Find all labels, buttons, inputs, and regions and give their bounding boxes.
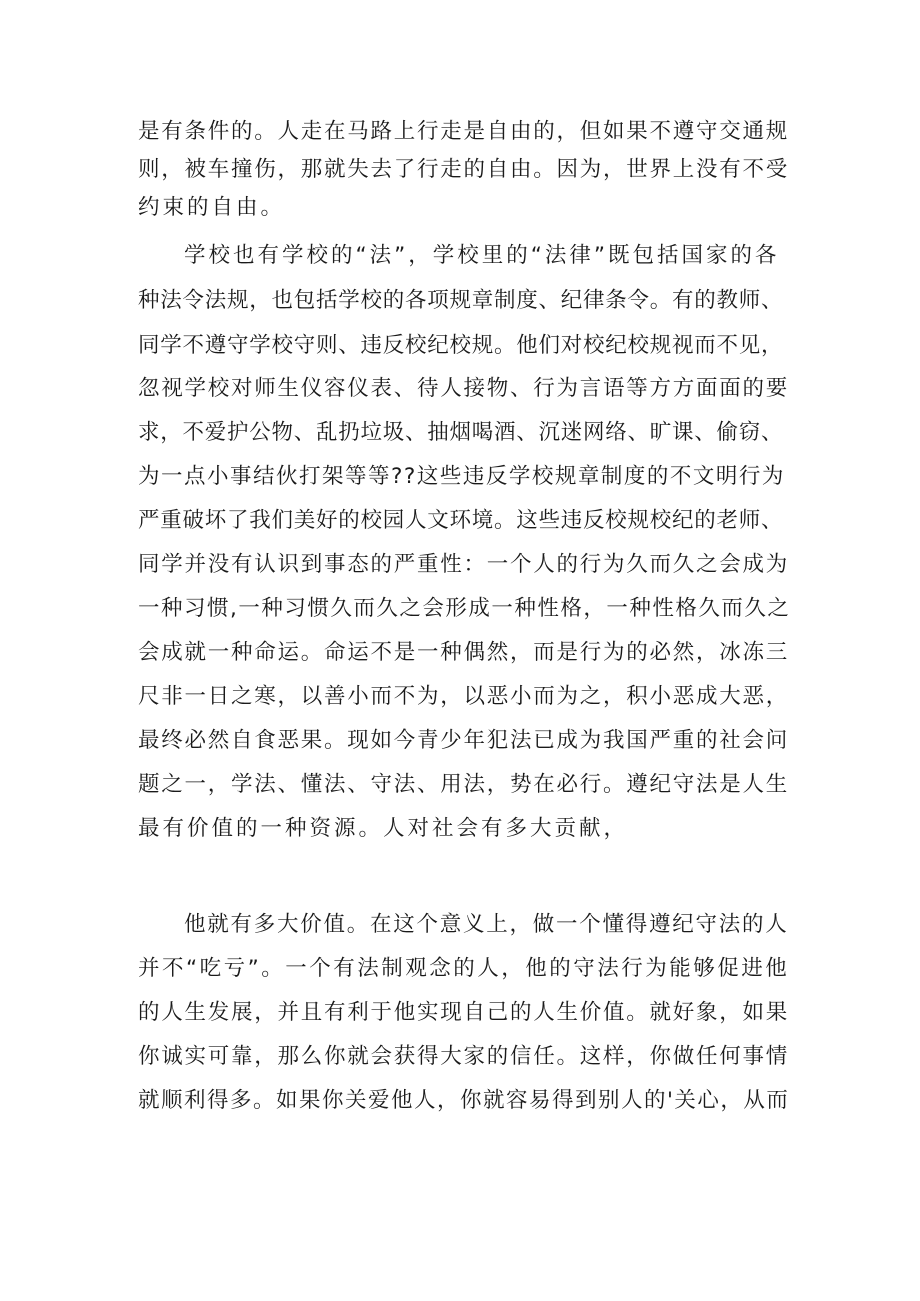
text-line: 尺非一日之寒，以善小而不为，以恶小而为之，积小恶成大恶， [138, 684, 790, 709]
text-line: 题之一，学法、懂法、守法、用法，势在必行。遵纪守法是人生 [138, 772, 790, 797]
text-line: 严重破坏了我们美好的校园人文环境。这些违反校规校纪的老师、 [138, 508, 784, 533]
text-line: 是有条件的。人走在马路上行走是自由的，但如果不遵守交通规 [138, 119, 790, 144]
text-line: 他就有多大价值。在这个意义上，做一个懂得遵纪守法的人 [184, 912, 789, 937]
text-line: 你诚实可靠，那么你就会获得大家的信任。这样，你做任何事情 [138, 1044, 790, 1069]
text-line: 种法令法规，也包括学校的各项规章制度、纪律条令。有的教师、 [138, 288, 784, 313]
text-line: 学校也有学校的“法”，学校里的“法律”既包括国家的各 [184, 243, 780, 268]
text-line: 一种习惯,一种习惯久而久之会形成一种性格，一种性格久而久之 [138, 596, 791, 621]
text-line: 同学不遵守学校守则、违反校纪校规。他们对校纪校规视而不见， [138, 333, 784, 358]
text-line: 最终必然自食恶果。现如今青少年犯法已成为我国严重的社会问 [138, 728, 790, 753]
text-line: 并不“吃亏”。一个有法制观念的人，他的守法行为能够促进他 [138, 956, 790, 981]
text-line: 忽视学校对师生仪容仪表、待人接物、行为言语等方方面面的要 [138, 376, 790, 401]
text-line: 就顺利得多。如果你关爱他人，你就容易得到别人的'关心，从而 [138, 1088, 790, 1113]
text-line: 为一点小事结伙打架等等??这些违反学校规章制度的不文明行为 [138, 464, 785, 489]
text-line: 约束的自由。 [138, 195, 286, 220]
text-line: 则，被车撞伤，那就失去了行走的自由。因为，世界上没有不受 [138, 157, 790, 182]
text-line: 求，不爱护公物、乱扔垃圾、抽烟喝酒、沉迷网络、旷课、偷窃、 [138, 420, 784, 445]
text-line: 的人生发展，并且有利于他实现自己的人生价值。就好象，如果 [138, 1000, 790, 1025]
text-line: 最有价值的一种资源。人对社会有多大贡献， [138, 816, 629, 841]
text-line: 会成就一种命运。命运不是一种偶然，而是行为的必然，冰冻三 [138, 640, 790, 665]
text-line: 同学并没有认识到事态的严重性：一个人的行为久而久之会成为 [138, 552, 790, 577]
